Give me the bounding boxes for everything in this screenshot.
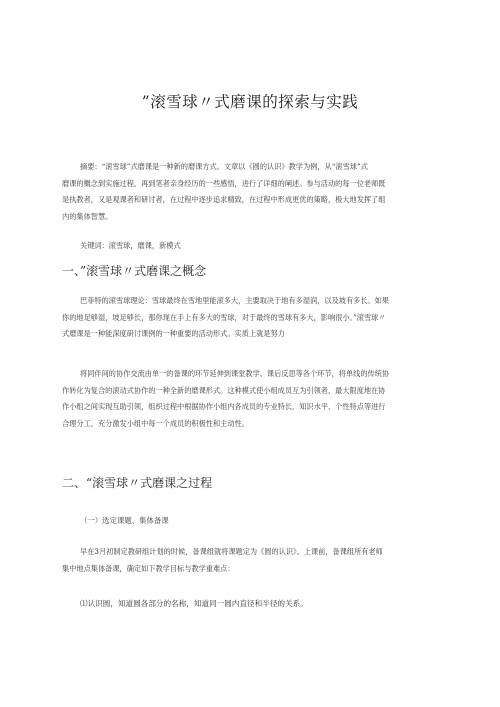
keywords [62,238,452,255]
paragraph-line: 作小组之间实现互助引领，组织过程中根据协作小组内各成员的专业特长、知识水平、个性特点等进行 [62,402,386,411]
abstract-line: 是执教者，又是观课者和研讨者，在过程中逐步追求精致，在过程中形成更优的策略，极大地发挥了组 [62,195,386,204]
section2-subheading: （一）选定课题、集体备课 [80,516,169,525]
paragraph-line: 式磨课是一种能深度研讨课例的一种重要的活动形式。实质上就是努力 [62,329,285,338]
abstract-line: 内的集体智慧。 [62,211,113,221]
list-item: ⑴认识圆，知道圆各部分的名称，知道同一圆内直径和半径的关系。 [80,599,308,608]
section1-paragraph-1 [62,293,452,343]
paragraph-line: 将同伴间的协作交流由单一的备课的环节延伸到课堂教学、课后反思等各个环节，将单线的传统协 [80,369,390,378]
abstract-line: 摘要：“滚雪球”式磨课是一种新的磨课方式。文章以《圆的认识》教学为例，从“滚雪球”式 [80,162,368,171]
paragraph-line: 集中地点集体备课，确定如下教学目标与教学重难点： [62,563,235,573]
paragraph-line: 巴菲特的滚雪球理论：雪球最终在雪地里能滚多大，主要取决于地有多湿润，以及坡有多长。如果 [80,296,390,305]
paragraph-line: 合理分工，充分激发小组中每一个成员的积极性和主动性。 [62,418,249,428]
paragraph-line: 作转化为复合的滚动式协作的一种全新的磨课形式。这种模式使小组成员互为引领者，最大限度地在协 [62,385,386,395]
section-heading-1: 一、”滚雪球〃式磨课之概念 [62,264,207,278]
document-title: ”滚雪球〃式磨课的探索与实践 [141,93,359,111]
keywords-line: 关键词：滚雪球，磨课，新模式 [80,241,181,250]
abstract [62,159,452,225]
paragraph-line: 你的地足够湿，坡足够长，那你现在手上有多大的雪球，对于最终的雪球有多大，影响很小。”滚雪球〃 [62,312,386,322]
section-heading-2: 二、“滚雪球〃式磨课之过程 [62,476,213,490]
abstract-line: 磨课的概念到实施过程，再到笔者亲身经历的一些感悟，进行了详细的阐述。参与活动的每一位老师既 [62,178,386,188]
section1-paragraph-2 [62,366,452,432]
paragraph-line: 早在3月初制定教研组计划的时候，备课组就将课题定为《圆的认识》。上课前，备课组所有老师 [80,547,383,556]
section2-paragraph [62,544,452,577]
